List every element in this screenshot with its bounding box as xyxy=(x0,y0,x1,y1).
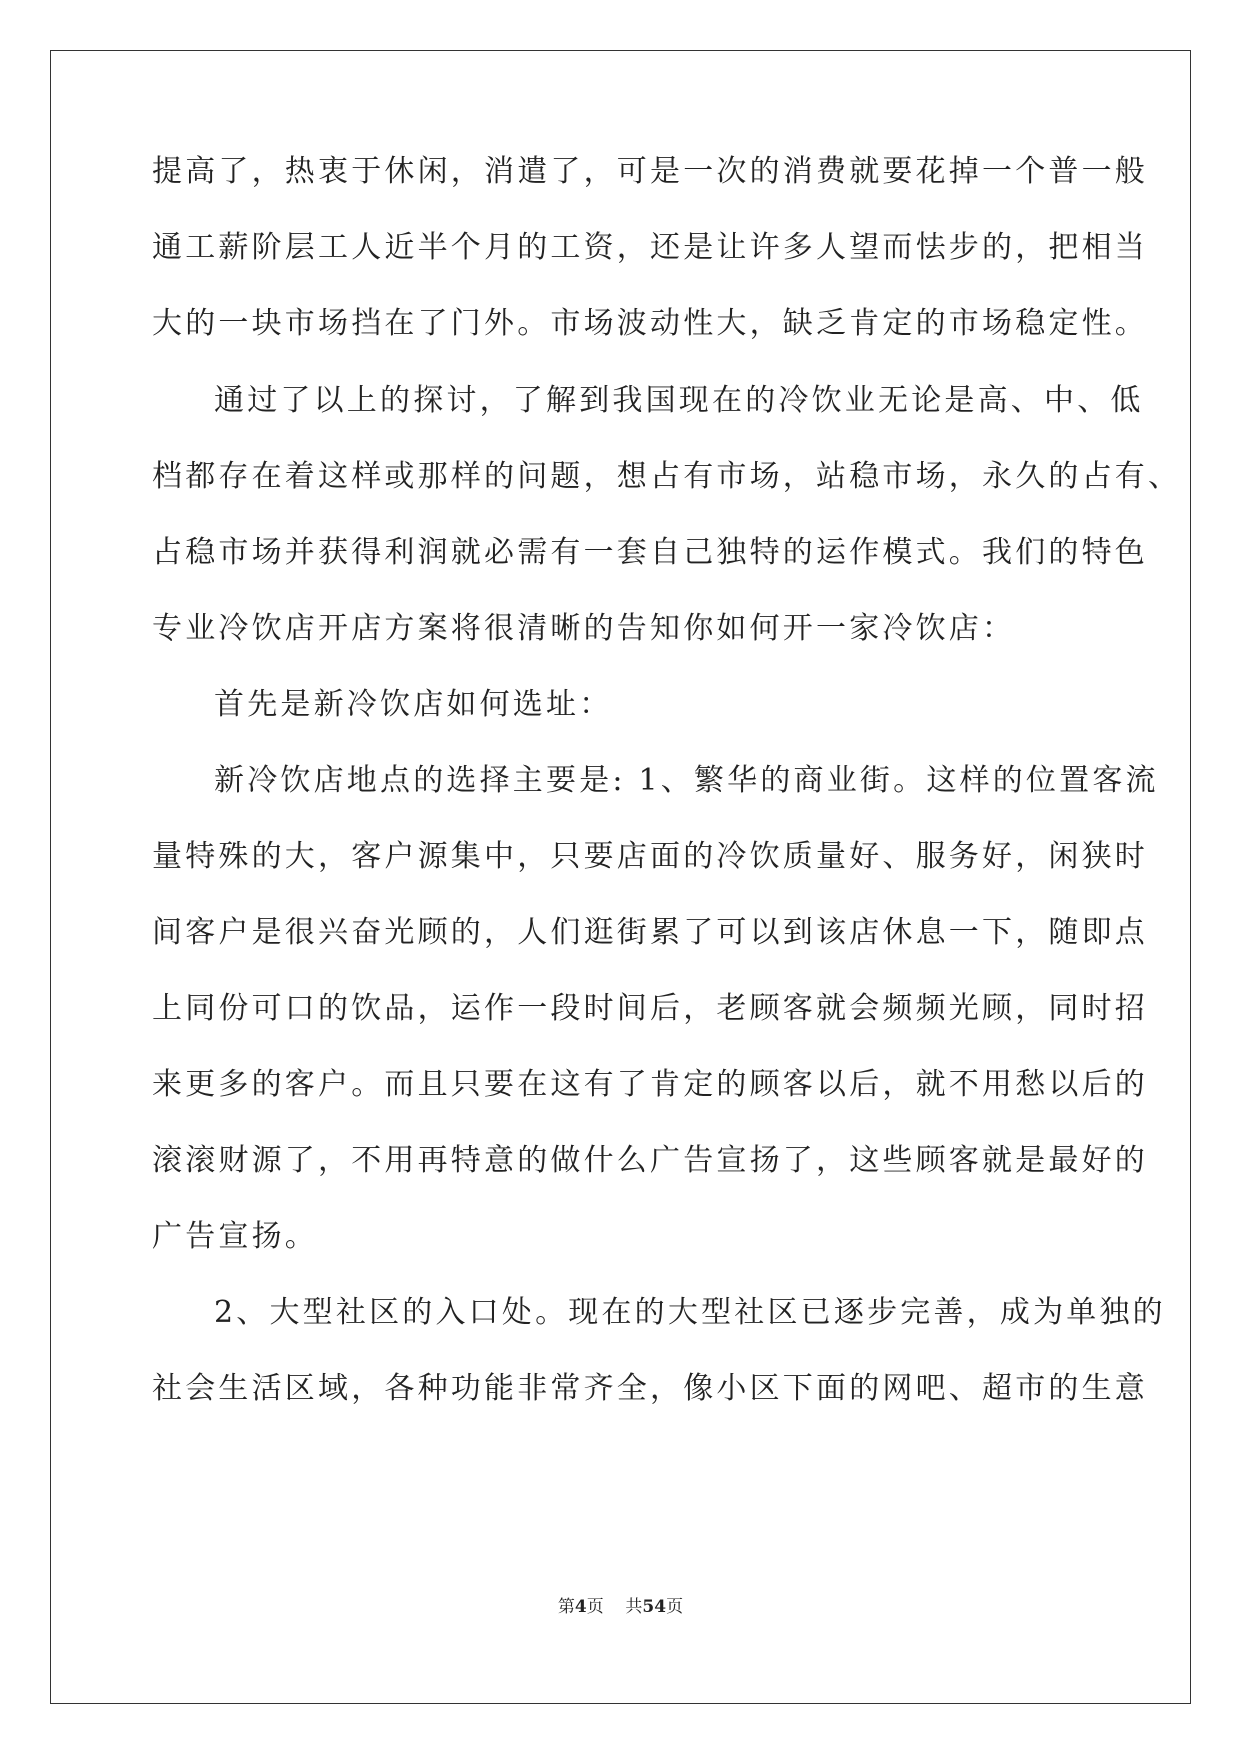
text-line: 量特殊的大，客户源集中，只要店面的冷饮质量好、服务好，闲狭时 xyxy=(152,839,1148,874)
paragraph-start-line: 首先是新冷饮店如何选址： xyxy=(214,687,613,722)
text-line: 提高了，热衷于休闲，消遣了，可是一次的消费就要花掉一个普一般 xyxy=(152,154,1148,189)
text-line: 通工薪阶层工人近半个月的工资，还是让许多人望而怯步的，把相当 xyxy=(152,230,1148,265)
total-pages: 54 xyxy=(642,1597,667,1617)
page-border xyxy=(50,50,1191,1704)
page-label-suffix: 页 xyxy=(586,1597,604,1617)
text-line: 间客户是很兴奋光顾的，人们逛街累了可以到该店休息一下，随即点 xyxy=(152,915,1148,950)
page-footer xyxy=(0,1592,1241,1617)
text-line: 滚滚财源了，不用再特意的做什么广告宣扬了，这些顾客就是最好的 xyxy=(152,1143,1148,1178)
text-line: 广告宣扬。 xyxy=(152,1219,318,1254)
text-line: 档都存在着这样或那样的问题，想占有市场，站稳市场，永久的占有、 xyxy=(152,459,1182,494)
text-line: 来更多的客户。而且只要在这有了肯定的顾客以后，就不用愁以后的 xyxy=(152,1067,1148,1102)
paragraph-start-line: 2、大型社区的入口处。现在的大型社区已逐步完善，成为单独的 xyxy=(214,1295,1166,1330)
text-line: 上同份可口的饮品，运作一段时间后，老顾客就会频频光顾，同时招 xyxy=(152,991,1148,1026)
page-label-prefix: 第 xyxy=(557,1597,575,1617)
paragraph-start-line: 通过了以上的探讨，了解到我国现在的冷饮业无论是高、中、低 xyxy=(214,383,1144,418)
total-label-suffix: 页 xyxy=(666,1597,684,1617)
total-label-prefix: 共 xyxy=(625,1597,643,1617)
text-line: 占稳市场并获得利润就必需有一套自己独特的运作模式。我们的特色 xyxy=(152,535,1148,570)
page-number: 4 xyxy=(574,1597,587,1617)
text-line: 大的一块市场挡在了门外。市场波动性大，缺乏肯定的市场稳定性。 xyxy=(152,306,1148,341)
paragraph-start-line: 新冷饮店地点的选择主要是: 1、繁华的商业街。这样的位置客流 xyxy=(214,763,1159,798)
text-line: 专业冷饮店开店方案将很清晰的告知你如何开一家冷饮店： xyxy=(152,611,1016,646)
text-line: 社会生活区域，各种功能非常齐全，像小区下面的网吧、超市的生意 xyxy=(152,1371,1148,1406)
